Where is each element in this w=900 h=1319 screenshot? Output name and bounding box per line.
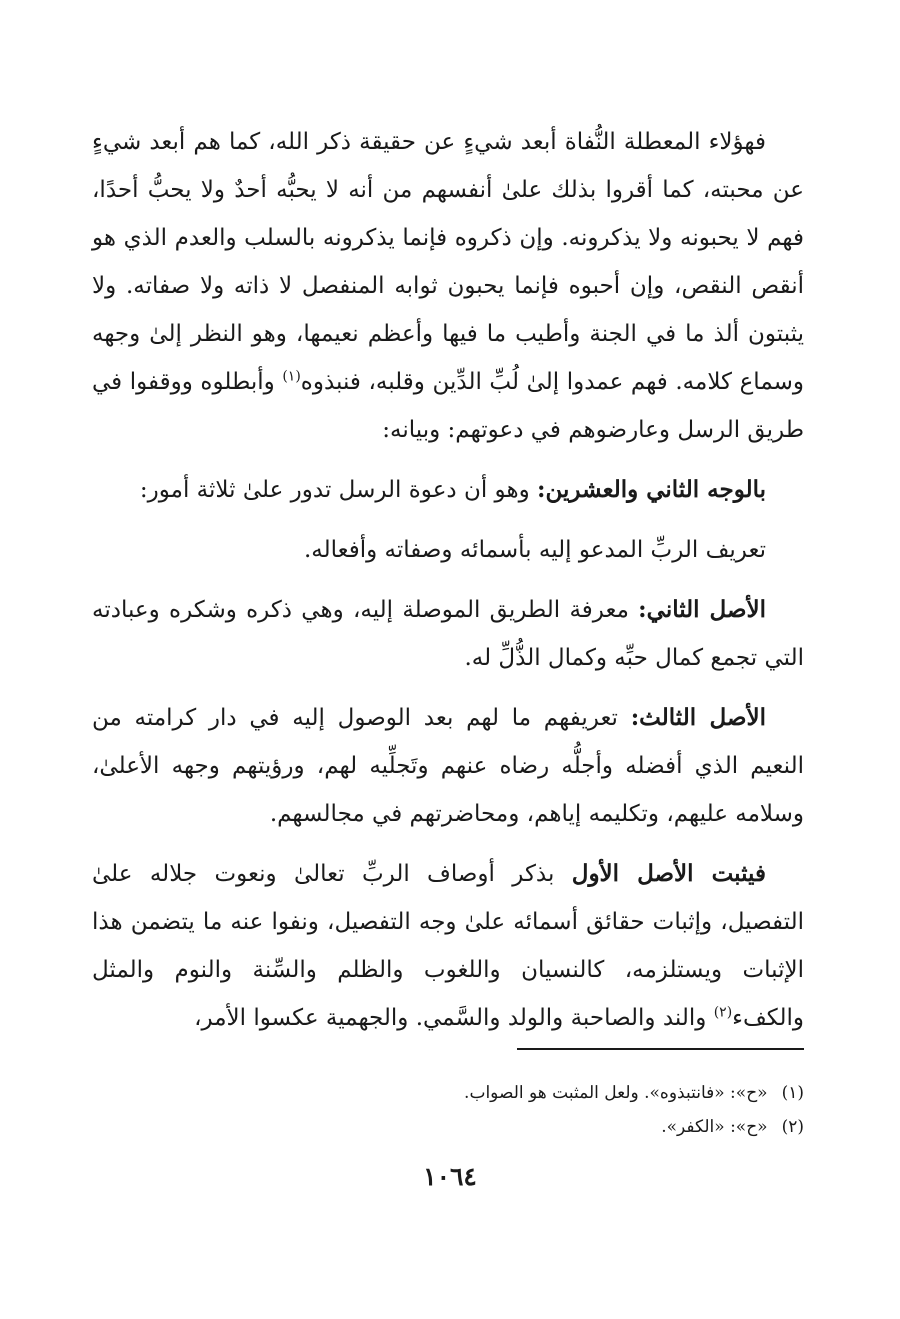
paragraph-6-text-a: بذكر أوصاف الربِّ تعالىٰ ونعوت جلاله علىٰ التفصيل، وإثبات حقائق أسمائه علىٰ وجه التفصيل، ونفوا عنه ما يتضمن هذا الإثبات ويستلزمه، كالنسيان واللغوب والظلم والسِّنة والنوم والمثل والكفء (92, 861, 804, 1031)
footnote-ref-1: (١) (282, 368, 301, 385)
paragraph-1 (92, 118, 804, 454)
main-text (92, 118, 804, 1042)
paragraph-2-text: وهو أن دعوة الرسل تدور علىٰ ثلاثة أمور: (139, 477, 537, 503)
footnote-2 (92, 1110, 804, 1144)
paragraph-4-lead: الأصل الثاني: (638, 596, 766, 623)
paragraph-1-text-b: وأبطلوه ووقفوا في طريق الرسل وعارضوهم في دعوتهم: وبيانه: (92, 369, 804, 443)
paragraph-5-lead: الأصل الثالث: (630, 704, 766, 731)
paragraph-2-lead: بالوجه الثاني والعشرين: (537, 476, 766, 503)
paragraph-4 (92, 586, 804, 682)
footnote-2-text: «ح»: «الكفر». (661, 1117, 768, 1137)
paragraph-2 (92, 466, 804, 514)
footnotes (92, 1076, 804, 1144)
paragraph-6 (92, 850, 804, 1042)
paragraph-1-text-a: فهؤلاء المعطلة النُّفاة أبعد شيءٍ عن حقيقة ذكر الله، كما هم أبعد شيءٍ عن محبته، كما أقروا بذلك علىٰ أنفسهم من أنه لا يحبُّه أحدٌ ولا يحبُّ أحدًا، فهم لا يحبونه ولا يذكرونه. وإن ذكروه فإنما يذكرونه بالسلب والعدم الذي هو أنقص النقص، وإن أحبوه فإنما يحبون ثوابه المنفصل لا ذاته ولا صفاته. ولا يثبتون ألذ ما في الجنة وأطيب ما فيها وأعظم نعيمها، وهو النظر إلىٰ وجهه وسماع كلامه. فهم عمدوا إلىٰ لُبِّ الدِّين وقلبه، فنبذوه (92, 129, 804, 395)
paragraph-6-lead: فيثبت الأصل الأول (571, 860, 766, 887)
paragraph-5 (92, 694, 804, 838)
footnote-1-text: «ح»: «فانتبذوه». ولعل المثبت هو الصواب. (464, 1083, 768, 1103)
footnote-divider (517, 1048, 804, 1050)
footnote-ref-2: (٢) (713, 1004, 733, 1021)
page-number: ١٠٦٤ (423, 1162, 477, 1191)
paragraph-5-text: تعريفهم ما لهم بعد الوصول إليه في دار كرامته من النعيم الذي أفضله وأجلُّه رضاه عنهم وتَجلِّيه لهم، ورؤيتهم وجهه الأعلىٰ، وسلامه عليهم، وتكليمه إياهم، ومحاضرتهم في مجالسهم. (92, 705, 804, 827)
paragraph-4-text: معرفة الطريق الموصلة إليه، وهي ذكره وشكره وعبادته التي تجمع كمال حبِّه وكمال الذُّلِّ له. (92, 597, 804, 671)
footnote-2-number: (٢) (781, 1117, 804, 1137)
paragraph-3 (92, 526, 804, 574)
footnote-1-number: (١) (781, 1083, 804, 1103)
footnote-1 (92, 1076, 804, 1110)
paragraph-6-text-b: والند والصاحبة والولد والسَّمي. والجهمية عكسوا الأمر، (194, 1005, 714, 1031)
paragraph-3-text: تعريف الربِّ المدعو إليه بأسمائه وصفاته وأفعاله. (303, 537, 766, 563)
